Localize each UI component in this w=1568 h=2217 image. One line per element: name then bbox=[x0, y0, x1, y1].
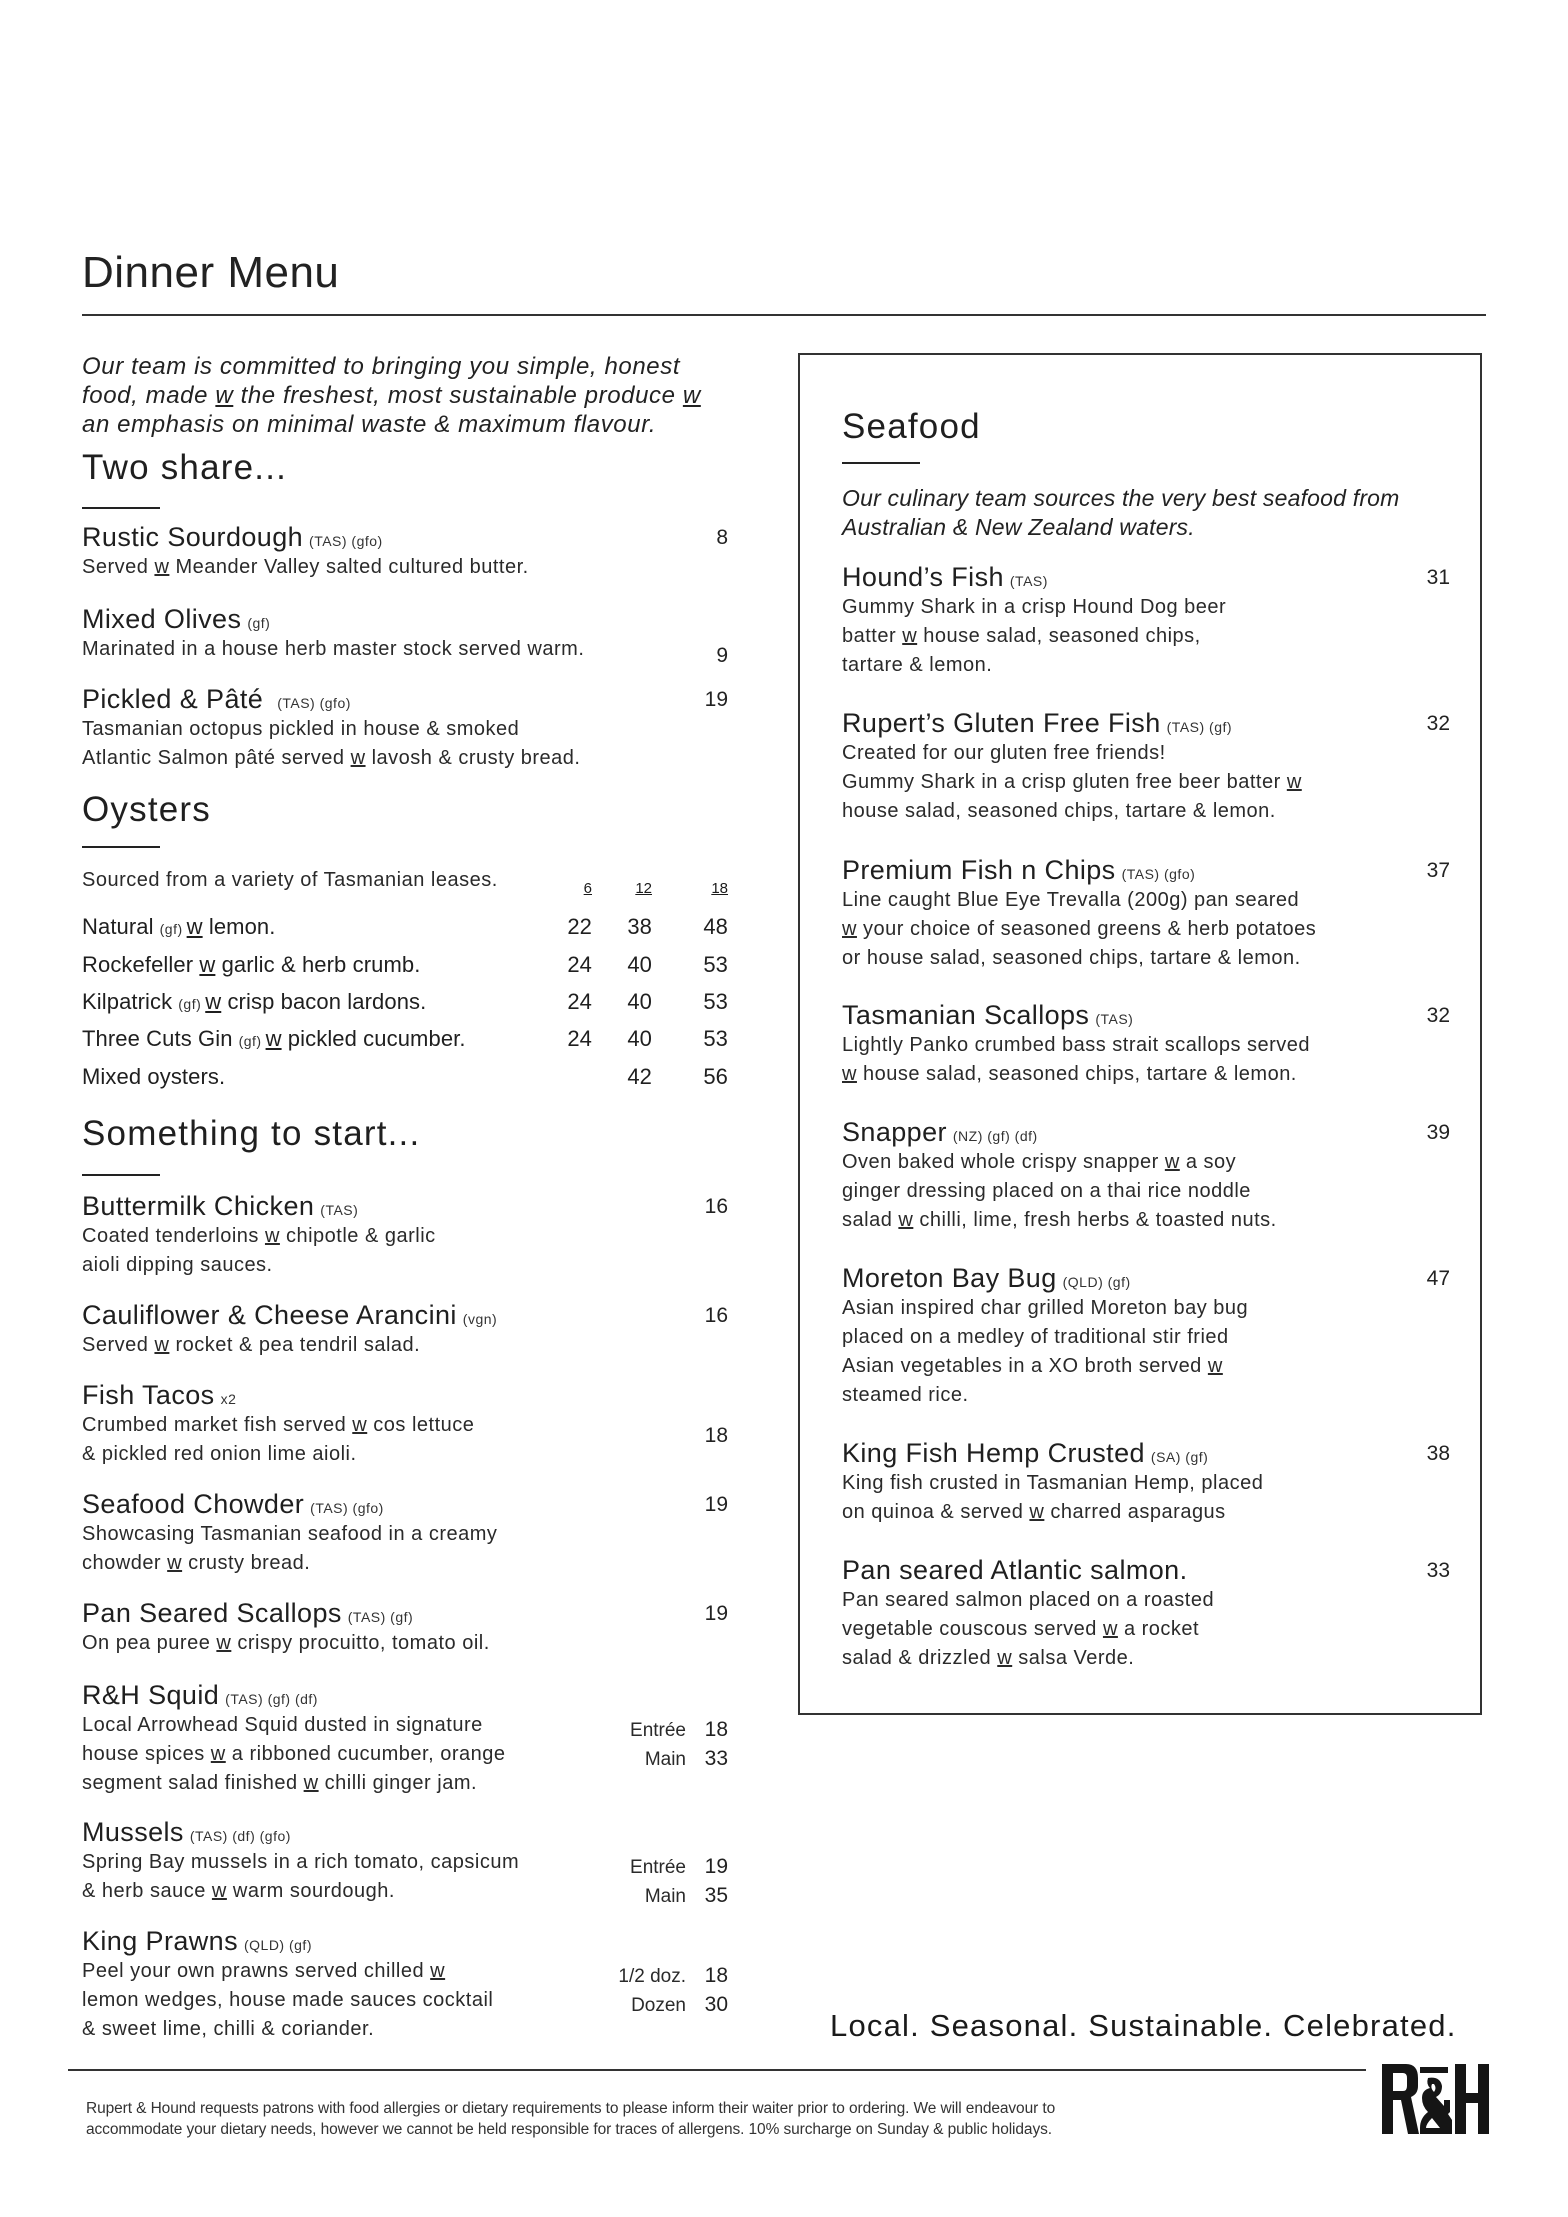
item-name: King Prawns (QLD) (gf) bbox=[82, 1926, 312, 1956]
dietary-tags: (TAS) (gfo) bbox=[1121, 866, 1196, 882]
oyster-price-6: 24 bbox=[567, 1026, 592, 1051]
item-price: 47 bbox=[1426, 1267, 1450, 1290]
item-price: 31 bbox=[1426, 566, 1450, 589]
menu-item bbox=[842, 1555, 1450, 1673]
item-price: 18 bbox=[704, 1424, 728, 1447]
text-line: Served w Meander Valley salted cultured butter. bbox=[82, 556, 529, 578]
item-description bbox=[82, 715, 728, 773]
item-description bbox=[82, 1629, 728, 1658]
item-description bbox=[842, 1148, 1450, 1235]
item-name: Tasmanian Scallops (TAS) bbox=[842, 1000, 1134, 1030]
item-price: 32 bbox=[1426, 1004, 1450, 1027]
dietary-tags: (TAS) (gfo) bbox=[310, 1500, 384, 1516]
text-line: segment salad finished w chilli ginger jam. bbox=[82, 1772, 478, 1794]
text-line: Showcasing Tasmanian seafood in a creamy bbox=[82, 1523, 498, 1545]
text-line: Marinated in a house herb master stock served warm. bbox=[82, 638, 585, 660]
item-price: 19 bbox=[704, 1602, 728, 1625]
item-price: 19 bbox=[704, 1493, 728, 1516]
with-abbrev: w bbox=[902, 625, 918, 647]
menu-item bbox=[82, 1926, 728, 2044]
item-price: 39 bbox=[1426, 1121, 1450, 1144]
item-description bbox=[842, 886, 1450, 973]
text-line: an emphasis on minimal waste & maximum flavour. bbox=[82, 411, 657, 438]
with-abbrev: w bbox=[215, 382, 234, 409]
oysters-note: Sourced from a variety of Tasmanian leases. bbox=[82, 869, 498, 891]
text-line: on quinoa & served w charred asparagus bbox=[842, 1501, 1226, 1523]
item-name: Rupert’s Gluten Free Fish (TAS) (gf) bbox=[842, 708, 1233, 738]
menu-item bbox=[82, 522, 728, 582]
portion-price: 35 bbox=[704, 1884, 728, 1907]
oyster-row bbox=[82, 1026, 728, 1052]
dietary-tags: (TAS) (gf) bbox=[1166, 719, 1233, 735]
text-line: steamed rice. bbox=[842, 1384, 969, 1406]
menu-item bbox=[82, 1380, 728, 1469]
portion-label: 1/2 doz. bbox=[618, 1966, 686, 1987]
text-line: salad w chilli, lime, fresh herbs & toasted nuts. bbox=[842, 1209, 1277, 1231]
text-line: lemon wedges, house made sauces cocktail bbox=[82, 1989, 494, 2011]
item-description bbox=[842, 593, 1450, 680]
item-price: 33 bbox=[1426, 1559, 1450, 1582]
oyster-price-6: 24 bbox=[567, 989, 592, 1014]
text-line: vegetable couscous served w a rocket bbox=[842, 1618, 1200, 1640]
item-name: Mixed Olives (gf) bbox=[82, 604, 271, 634]
section-heading-oysters: Oysters bbox=[82, 790, 211, 829]
oyster-price-18: 53 bbox=[703, 989, 728, 1014]
oyster-name: Mixed oysters. bbox=[82, 1064, 226, 1089]
section-underline bbox=[82, 507, 160, 509]
text-line: & sweet lime, chilli & coriander. bbox=[82, 2018, 375, 2040]
with-abbrev: w bbox=[154, 556, 170, 578]
portion-label: Main bbox=[644, 1749, 686, 1770]
with-abbrev: w bbox=[154, 1334, 170, 1356]
portion-price: 18 bbox=[704, 1718, 728, 1741]
text-line: chowder w crusty bread. bbox=[82, 1552, 311, 1574]
oyster-name: Three Cuts Gin (gf) w pickled cucumber. bbox=[82, 1026, 466, 1051]
with-abbrev: w bbox=[898, 1209, 914, 1231]
section-heading-starters: Something to start... bbox=[82, 1114, 421, 1153]
text-line: or house salad, seasoned chips, tartare & lemon. bbox=[842, 947, 1301, 969]
menu-item bbox=[82, 684, 728, 773]
with-abbrev: w bbox=[842, 918, 857, 940]
item-description bbox=[82, 1331, 728, 1360]
text-line: King fish crusted in Tasmanian Hemp, placed bbox=[842, 1472, 1264, 1494]
portion-price: 18 bbox=[704, 1964, 728, 1987]
item-name: R&H Squid (TAS) (gf) (df) bbox=[82, 1680, 318, 1710]
menu-item bbox=[842, 562, 1450, 680]
portion-label: Entrée bbox=[630, 1720, 686, 1741]
dietary-tags: (TAS) (gf) bbox=[347, 1609, 414, 1625]
text-line: Gummy Shark in a crisp Hound Dog beer bbox=[842, 596, 1227, 618]
portion-price: 30 bbox=[704, 1993, 728, 2016]
portion-price: 19 bbox=[704, 1855, 728, 1878]
menu-item bbox=[842, 855, 1450, 973]
section-underline bbox=[82, 846, 160, 848]
oyster-col-header-12: 12 bbox=[635, 880, 652, 897]
item-price: 19 bbox=[704, 688, 728, 711]
item-price: 38 bbox=[1426, 1442, 1450, 1465]
oyster-col-header-6: 6 bbox=[583, 880, 592, 897]
text-line: Gummy Shark in a crisp gluten free beer batter w bbox=[842, 771, 1302, 793]
portion-label: Dozen bbox=[631, 1995, 686, 2016]
item-name: Pickled & Pâté (TAS) (gfo) bbox=[82, 684, 351, 714]
text-line: Asian vegetables in a XO broth served w bbox=[842, 1355, 1223, 1377]
text-line: house spices w a ribboned cucumber, orange bbox=[82, 1743, 506, 1765]
oyster-name: Natural (gf) w lemon. bbox=[82, 914, 276, 939]
intro-text bbox=[82, 352, 742, 439]
text-line: salad & drizzled w salsa Verde. bbox=[842, 1647, 1135, 1669]
item-name: Moreton Bay Bug (QLD) (gf) bbox=[842, 1263, 1131, 1293]
text-line: w your choice of seasoned greens & herb potatoes bbox=[842, 918, 1317, 940]
oyster-row bbox=[82, 952, 728, 978]
oyster-row bbox=[82, 989, 728, 1015]
oyster-price-18: 53 bbox=[703, 1026, 728, 1051]
item-price: 9 bbox=[716, 644, 728, 667]
item-name: Seafood Chowder (TAS) (gfo) bbox=[82, 1489, 384, 1519]
dietary-tags: (SA) (gf) bbox=[1150, 1449, 1209, 1465]
text-line: Asian inspired char grilled Moreton bay bug bbox=[842, 1297, 1249, 1319]
item-description bbox=[82, 1222, 728, 1280]
section-underline bbox=[82, 1174, 160, 1176]
with-abbrev: w bbox=[1102, 1618, 1118, 1640]
with-abbrev: w bbox=[167, 1552, 183, 1574]
text-line: Served w rocket & pea tendril salad. bbox=[82, 1334, 421, 1356]
text-line: food, made w the freshest, most sustainable produce w bbox=[82, 382, 701, 409]
text-line: tartare & lemon. bbox=[842, 654, 993, 676]
item-price: 16 bbox=[704, 1304, 728, 1327]
item-name: Rustic Sourdough (TAS) (gfo) bbox=[82, 522, 383, 552]
item-name: Mussels (TAS) (df) (gfo) bbox=[82, 1817, 291, 1847]
with-abbrev: w bbox=[1286, 771, 1302, 793]
with-abbrev: w bbox=[264, 1225, 280, 1247]
text-line: Tasmanian octopus pickled in house & smoked bbox=[82, 718, 520, 740]
oyster-row bbox=[82, 1064, 728, 1090]
text-line: w house salad, seasoned chips, tartare & lemon. bbox=[842, 1063, 1297, 1085]
footer-divider bbox=[68, 2069, 1366, 2071]
text-line: Our team is committed to bringing you simple, honest bbox=[82, 353, 681, 380]
oyster-col-header-18: 18 bbox=[711, 880, 728, 897]
menu-item bbox=[842, 1117, 1450, 1235]
with-abbrev: w bbox=[210, 1743, 226, 1765]
rh-logo-icon bbox=[1382, 2064, 1490, 2134]
text-line: Local Arrowhead Squid dusted in signature bbox=[82, 1714, 483, 1736]
dietary-tags: x2 bbox=[220, 1391, 237, 1407]
item-description bbox=[842, 1294, 1450, 1410]
oyster-row bbox=[82, 914, 728, 940]
dietary-tags: (TAS) bbox=[320, 1202, 359, 1218]
text-line: placed on a medley of traditional stir fried bbox=[842, 1326, 1229, 1348]
with-abbrev: w bbox=[842, 1063, 857, 1085]
dietary-tags: (NZ) (gf) (df) bbox=[952, 1128, 1038, 1144]
dietary-tags: (TAS) (gfo) bbox=[309, 533, 383, 549]
text-line: Pan seared salmon placed on a roasted bbox=[842, 1589, 1215, 1611]
dietary-tags: (TAS) bbox=[1009, 573, 1048, 589]
with-abbrev: w bbox=[350, 747, 366, 769]
title-divider bbox=[82, 314, 1486, 316]
allergy-disclaimer: Rupert & Hound requests patrons with food allergies or dietary requirements to please inform their waiter prior to ordering. We will endeavour to accommodate your dietary needs, however we cannot be held responsible for traces of allergens. 10% surcharge on Sunday & public holidays. bbox=[86, 2100, 1056, 2138]
item-price: 37 bbox=[1426, 859, 1450, 882]
dietary-tags: (QLD) (gf) bbox=[1062, 1274, 1131, 1290]
menu-item bbox=[82, 1489, 728, 1578]
oyster-price-12: 38 bbox=[627, 914, 652, 939]
menu-item bbox=[82, 604, 728, 667]
with-abbrev: w bbox=[430, 1960, 446, 1982]
item-description bbox=[82, 1411, 728, 1469]
section-heading-seafood: Seafood bbox=[842, 407, 981, 446]
item-price: 8 bbox=[716, 526, 728, 549]
menu-item bbox=[842, 1438, 1450, 1527]
text-line: Spring Bay mussels in a rich tomato, capsicum bbox=[82, 1851, 520, 1873]
with-abbrev: w bbox=[216, 1632, 232, 1654]
dietary-tags: (TAS) (df) (gfo) bbox=[189, 1828, 291, 1844]
oyster-price-18: 56 bbox=[703, 1064, 728, 1089]
text-line: Created for our gluten free friends! bbox=[842, 742, 1166, 764]
item-price: 32 bbox=[1426, 712, 1450, 735]
menu-item bbox=[842, 1263, 1450, 1410]
with-abbrev: w bbox=[682, 382, 701, 409]
with-abbrev: w bbox=[1207, 1355, 1223, 1377]
oyster-price-6: 22 bbox=[567, 914, 592, 939]
dietary-tags: (gf) bbox=[247, 615, 271, 631]
with-abbrev: w bbox=[997, 1647, 1013, 1669]
item-description bbox=[82, 635, 728, 664]
with-abbrev: w bbox=[303, 1772, 319, 1794]
item-description bbox=[82, 553, 728, 582]
item-description bbox=[842, 1586, 1450, 1673]
item-name: Pan Seared Scallops (TAS) (gf) bbox=[82, 1598, 414, 1628]
dietary-tags: (QLD) (gf) bbox=[243, 1937, 312, 1953]
text-line: batter w house salad, seasoned chips, bbox=[842, 625, 1201, 647]
text-line: Atlantic Salmon pâté served w lavosh & crusty bread. bbox=[82, 747, 581, 769]
text-line: Coated tenderloins w chipotle & garlic bbox=[82, 1225, 436, 1247]
with-abbrev: w bbox=[1029, 1501, 1045, 1523]
with-abbrev: w bbox=[211, 1880, 227, 1902]
oyster-price-12: 42 bbox=[627, 1064, 652, 1089]
oyster-price-12: 40 bbox=[627, 952, 652, 977]
text-line: On pea puree w crispy procuitto, tomato oil. bbox=[82, 1632, 490, 1654]
item-description bbox=[82, 1520, 728, 1578]
item-name: King Fish Hemp Crusted (SA) (gf) bbox=[842, 1438, 1209, 1468]
text-line: Oven baked whole crispy snapper w a soy bbox=[842, 1151, 1237, 1173]
page-title: Dinner Menu bbox=[82, 248, 340, 297]
seafood-intro: Our culinary team sources the very best seafood from Australian & New Zealand waters. bbox=[842, 485, 1400, 540]
menu-item bbox=[82, 1598, 728, 1658]
oyster-price-18: 48 bbox=[703, 914, 728, 939]
with-abbrev: w bbox=[1164, 1151, 1180, 1173]
text-line: Lightly Panko crumbed bass strait scallops served bbox=[842, 1034, 1311, 1056]
menu-item bbox=[842, 1000, 1450, 1089]
section-heading-two-share: Two share... bbox=[82, 448, 288, 487]
item-name: Buttermilk Chicken (TAS) bbox=[82, 1191, 359, 1221]
item-name: Cauliflower & Cheese Arancini (vgn) bbox=[82, 1300, 498, 1330]
dietary-tags: (TAS) bbox=[1095, 1011, 1134, 1027]
dietary-tags: (vgn) bbox=[462, 1311, 498, 1327]
tagline: Local. Seasonal. Sustainable. Celebrated. bbox=[830, 2008, 1457, 2043]
text-line: Peel your own prawns served chilled w bbox=[82, 1960, 446, 1982]
item-price: 16 bbox=[704, 1195, 728, 1218]
text-line: house salad, seasoned chips, tartare & lemon. bbox=[842, 800, 1276, 822]
text-line: Crumbed market fish served w cos lettuce bbox=[82, 1414, 475, 1436]
item-name: Pan seared Atlantic salmon. bbox=[842, 1555, 1188, 1585]
section-underline bbox=[842, 462, 920, 464]
oyster-price-18: 53 bbox=[703, 952, 728, 977]
menu-item bbox=[82, 1300, 728, 1360]
item-name: Fish Tacos x2 bbox=[82, 1380, 237, 1410]
text-line: Line caught Blue Eye Trevalla (200g) pan seared bbox=[842, 889, 1300, 911]
oyster-name: Kilpatrick (gf) w crisp bacon lardons. bbox=[82, 989, 427, 1014]
oyster-price-12: 40 bbox=[627, 989, 652, 1014]
text-line: aioli dipping sauces. bbox=[82, 1254, 273, 1276]
item-name: Hound’s Fish (TAS) bbox=[842, 562, 1048, 592]
with-abbrev: w bbox=[352, 1414, 368, 1436]
item-description bbox=[842, 739, 1450, 826]
text-line: & herb sauce w warm sourdough. bbox=[82, 1880, 395, 1902]
rh-logo bbox=[1382, 2064, 1490, 2134]
item-description bbox=[842, 1469, 1450, 1527]
text-line: ginger dressing placed on a thai rice noddle bbox=[842, 1180, 1251, 1202]
dietary-tags: (TAS) (gfo) bbox=[277, 695, 351, 711]
menu-item bbox=[842, 708, 1450, 826]
portion-price: 33 bbox=[704, 1747, 728, 1770]
dietary-tags: (TAS) (gf) (df) bbox=[225, 1691, 318, 1707]
oyster-price-6: 24 bbox=[567, 952, 592, 977]
menu-item bbox=[82, 1680, 728, 1798]
item-name: Snapper (NZ) (gf) (df) bbox=[842, 1117, 1038, 1147]
item-description bbox=[842, 1031, 1450, 1089]
oyster-name: Rockefeller w garlic & herb crumb. bbox=[82, 952, 421, 977]
text-line: & pickled red onion lime aioli. bbox=[82, 1443, 357, 1465]
menu-item bbox=[82, 1817, 728, 1906]
menu-item bbox=[82, 1191, 728, 1280]
item-name: Premium Fish n Chips (TAS) (gfo) bbox=[842, 855, 1196, 885]
portion-label: Entrée bbox=[630, 1857, 686, 1878]
portion-label: Main bbox=[644, 1886, 686, 1907]
oyster-price-12: 40 bbox=[627, 1026, 652, 1051]
